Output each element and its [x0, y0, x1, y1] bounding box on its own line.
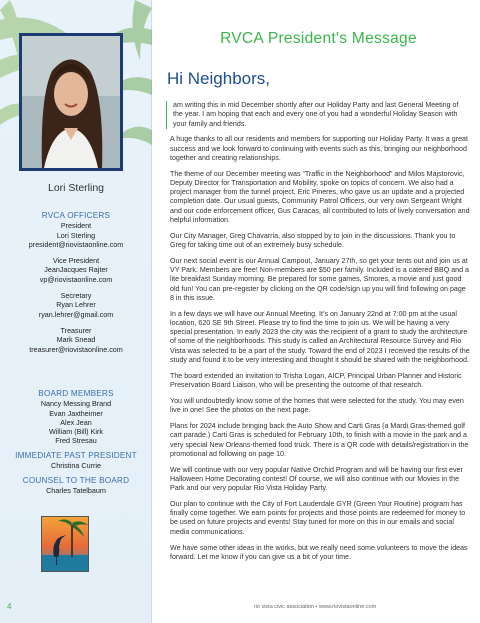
heron-palm-logo-icon — [42, 517, 88, 571]
officers-heading: RVCA OFFICERS — [41, 211, 111, 220]
officer-name: Ryan Lehrer — [56, 300, 96, 310]
officer-entry — [0, 221, 152, 249]
board-member: Nancy Messing Brand — [40, 399, 112, 409]
officers-section — [0, 211, 152, 361]
body-paragraph: The theme of our December meeting was “Traffic in the Neighborhood” and Milos Majstorovic, Deputy Director for Transportation and Mobility, spoke on topics of concern. We also had a project manager from the tunnel project, Eric Pineres, who gave us an update and a projected completion date. Our usual guests, Community Patrol Officers, our very own Sergeant Wright and our code enforcement officer, Gus Caracas, all contributed to lots of lively conversation and helpful information. — [170, 169, 470, 224]
body-paragraph: Our next social event is our Annual Campout, January 27th, so get your tents out and join us at VY Park. Members are free! Non-members are $50 per family. Included is a catered BBQ and a lite breakfast Sunday morning. Be prepared for some games, Smores, a movie and just good old fun! You can pre-register by clicking on the QR code/sign up you will find following on page 8 in this issue. — [170, 256, 469, 302]
board-heading: BOARD MEMBERS — [38, 389, 114, 398]
officer-role: President — [60, 221, 92, 231]
board-member: William (Bill) Kirk — [49, 427, 103, 437]
board-member: Alex Jean — [60, 417, 92, 427]
officer-entry — [0, 291, 152, 319]
letter-body — [170, 101, 470, 569]
officer-email-link[interactable]: ryan.lehrer@gmail.com — [38, 309, 114, 319]
past-president-name: Christina Currie — [51, 461, 101, 471]
footer-site-text: rio vista civic association • www.riovistaonline.com — [253, 604, 377, 610]
portrait-image — [22, 36, 120, 168]
body-paragraph: A huge thanks to all our residents and members for supporting our Holiday Party. It was a great success and we look forward to continuing with events such as this, bringing our neighborhood together and creating relationships. — [170, 135, 468, 162]
body-paragraph: You will undoubtedly know some of the homes that were selected for the study. You may even live in one! See the photos on the next page. — [170, 396, 464, 415]
past-president-heading: IMMEDIATE PAST PRESIDENT — [15, 451, 137, 460]
board-member: Evan Jaxtheimer — [49, 408, 103, 418]
officer-entry — [0, 326, 152, 354]
body-paragraph: We have some other ideas in the works, but we really need some volunteers to move the ideas forward. Let me know if you can give us a bit of your time. — [170, 543, 468, 561]
president-photo — [19, 33, 123, 171]
sidebar — [0, 0, 152, 623]
past-president-section — [0, 451, 152, 471]
counsel-name: Charles Tatelbaum — [46, 486, 106, 496]
officer-name: JeanJacques Rajter — [44, 265, 108, 275]
body-paragraph: In a few days we will have our Annual Meeting. It’s on January 22nd at 7:00 pm at the usual location, 620 SE 9th Street. Please try to find the time to join us. We will be having a very special presentation. In early 2023 the city was the recipient of a grant to study the architecture of some of the neighborhoods. This study is called an Architectural Resource Survey and Rio Vista was selected to be a part of the study. Toward the end of 2023 I received the results of the study and found it to be very interesting and thought it should be shared with the neighborhood. — [170, 309, 470, 364]
board-section — [0, 389, 152, 446]
president-name: Lori Sterling — [47, 182, 105, 194]
page-number: 4 — [7, 602, 12, 611]
board-member: Fred Stresau — [55, 436, 97, 446]
counsel-section — [0, 476, 152, 496]
body-paragraph: Plans for 2024 include bringing back the Auto Show and Carti Gras (a Mardi Gras-themed golf cart parade.) Carti Gras is scheduled for February 10th, to finish with a movie in the park and a very special New Orleans-themed food truck. There is a QR code with details/registration in the promotional ad following on page 10. — [170, 422, 469, 458]
officer-email-link[interactable]: vp@riovistaonline.com — [39, 274, 113, 284]
officer-entry — [0, 256, 152, 284]
body-paragraph: Our plan to continue with the City of Fort Lauderdale GYR (Green Your Routine) program has finally come together. We earn points for projects and those points are redeemed for money to be used on future projects and events! Stay tuned for more on this in our emails and social media communications. — [170, 499, 466, 536]
officer-name: Mark Snead — [56, 335, 96, 345]
officer-email-link[interactable]: president@riovistaonline.com — [28, 239, 124, 249]
page-title: RVCA President's Message — [220, 30, 417, 47]
counsel-heading: COUNSEL TO THE BOARD — [22, 476, 130, 485]
officer-email-link[interactable]: treasurer@riovistaonline.com — [29, 344, 123, 354]
body-paragraph: am writing this in mid December shortly after our Holiday Party and last General Meeting of the year. I am hoping that each and every one of you had a wonderful Holiday Season with your family and friends. — [166, 101, 470, 129]
officer-role: Secretary — [60, 291, 92, 301]
association-logo — [41, 516, 89, 572]
body-paragraph: Our City Manager, Greg Chavarria, also stopped by to join in the discussions. Thank you to Greg for taking time out of an extremely busy schedule. — [170, 231, 456, 250]
greeting-heading: Hi Neighbors, — [167, 69, 270, 88]
officer-name: Lori Sterling — [56, 230, 96, 240]
body-paragraph: The board extended an invitation to Trisha Logan, AICP, Principal Urban Planner and Historic Preservation Board Liaison, who will be presenting the outcome of that research. — [170, 371, 462, 390]
officer-role: Treasurer — [60, 325, 92, 335]
body-paragraph: We will continue with our very popular Native Orchid Program and will be having our first ever Halloween Home Decorating contest! Of course, we will also continue with our Movies in the Park and our very popular Rio Vista Holiday Party. — [170, 465, 463, 493]
officer-role: Vice President — [52, 256, 100, 266]
